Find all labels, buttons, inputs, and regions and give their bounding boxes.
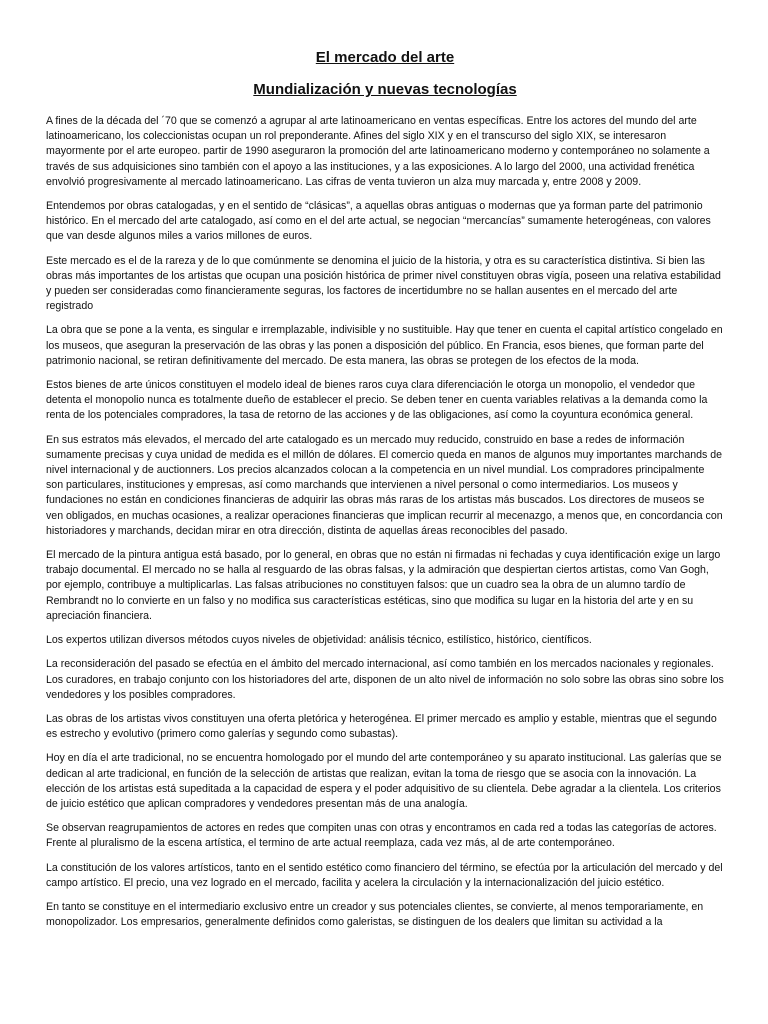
- paragraph: A fines de la década del ´70 que se comenzó a agrupar al arte latinoamericano en ventas específicas. Entre los actores del mundo del arte latinoamericano, los coleccionistas ocupan un rol preponderante. Afines del siglo XIX y en el transcurso del siglo XIX, se interesaron mayormente por el arte europeo. partir de 1990 aseguraron la promoción del arte latinoamericano moderno y contemporáneo no solamente a través de sus adquisiciones sino también con el apoyo a las instituciones, y a las exposiciones. A lo largo del 2000, una actividad frenética envolvió progresivamente al mercado latinoamericano. Las cifras de venta tuvieron un alza muy marcada y, entre 2008 y 2009.: [46, 115, 710, 188]
- paragraph: La reconsideración del pasado se efectúa en el ámbito del mercado internacional, así como también en los mercados nacionales y regionales. Los curadores, en trabajo conjunto con los historiadores del arte, disponen de un alto nivel de información no solo sobre las obras sino sobre los vendedores y los posibles compradores.: [46, 658, 724, 701]
- paragraph: El mercado de la pintura antigua está basado, por lo general, en obras que no están ni firmadas ni fechadas y cuya identificación exige un largo trabajo documental. El mercado no se halla al resguardo de las obras falsas, y la admiración que despiertan ciertos artistas, como Van Gogh, por ejemplo, contribuye a multiplicarlas. Las falsas atribuciones no constituyen falsos: que un cuadro sea la obra de un alumno tardío de Rembrandt no lo convierte en un falso y no modifica sus características estéticas, sino que modifica su lugar en la historia del arte y en su apreciación financiera.: [46, 549, 721, 622]
- document-title: El mercado del arte: [315, 49, 455, 66]
- paragraph: Los expertos utilizan diversos métodos cuyos niveles de objetividad: análisis técnico, estilístico, histórico, científicos.: [46, 634, 592, 647]
- paragraph: Las obras de los artistas vivos constituyen una oferta pletórica y heterogénea. El primer mercado es amplio y estable, mientras que el segundo es estrecho y evolutivo (primero como galerías y segundo como subastas).: [46, 712, 717, 741]
- document-subtitle: Mundialización y nuevas tecnologías: [253, 81, 517, 98]
- paragraph: Hoy en día el arte tradicional, no se encuentra homologado por el mundo del arte contemporáneo y su aparato institucional. Las galerías que se dedican al arte tradicional, en función de la selección de artistas que realizan, evitan la toma de riesgo que se asocia con la innovación. La elección de los artistas está supeditada a la capacidad de espera y el poder adquisitivo de su clientela. Debe agradar a la clientela. Los criterios de juicio estético que aplican compradores y vendedores presentan más de una analogía.: [46, 752, 722, 810]
- paragraph: En tanto se constituye en el intermediario exclusivo entre un creador y sus potenciales clientes, se convierte, al menos temporariamente, en monopolizador. Los empresarios, generalmente definidos como galeristas, se distinguen de los dealers que limitan su actividad a la: [46, 900, 704, 929]
- paragraph: Entendemos por obras catalogadas, y en el sentido de “clásicas”, a aquellas obras antiguas o modernas que ya forman parte del patrimonio histórico. En el mercado del arte catalogado, así como en el del arte actual, se negocian “mercancías” sumamente heterogéneas, con valores que van desde algunos miles a varios millones de euros.: [46, 200, 711, 243]
- paragraph: Estos bienes de arte únicos constituyen el modelo ideal de bienes raros cuya clara diferenciación le otorga un monopolio, el vendedor que detenta el monopolio nunca es totalmente dueño de establecer el precio. Se deben tener en cuenta variables relativas a la demanda como la renta de los potenciales compradores, la tasa de retorno de las acciones y de las obligaciones, así como la coyuntura económica general.: [46, 379, 708, 422]
- paragraph: Se observan reagrupamientos de actores en redes que compiten unas con otras y encontramos en cada red a todas las categorías de actores. Frente al pluralismo de la escena artística, el termino de arte actual reemplaza, cada vez más, al de arte contemporáneo.: [46, 822, 717, 850]
- paragraph: Este mercado es el de la rareza y de lo que comúnmente se denomina el juicio de la historia, y otra es su característica distintiva. Si bien las obras más importantes de los artistas que ocupan una posición histórica de primer nivel constituyen obras vigía, poseen una relativa estabilidad y pueden ser consideradas como financieramente seguras, los factores de incertidumbre no se hallan ausentes en el mercado del arte registrado: [46, 254, 721, 313]
- paragraph: La obra que se pone a la venta, es singular e irremplazable, indivisible y no sustituible. Hay que tener en cuenta el capital artístico congelado en los museos, que aseguran la preservación de las obras y las ponen a disposición del público. En Francia, esos bienes, que forman parte del patrimonio nacional, se retiran definitivamente del mercado. De esta manera, las obras se protegen de los efectos de la moda.: [46, 324, 723, 367]
- paragraph: La constitución de los valores artísticos, tanto en el sentido estético como financiero del término, se efectúa por la articulación del mercado y del campo artístico. El precio, una vez logrado en el mercado, facilita y acelera la circulación y la internacionalización del juicio estético.: [46, 861, 723, 889]
- paragraph: En sus estratos más elevados, el mercado del arte catalogado es un mercado muy reducido, construido en base a redes de información sumamente precisas y cuya unidad de medida es el millón de dólares. El comercio queda en manos de algunos muy importantes marchands de nivel internacional y de auctionners. Los precios alcanzados colocan a la competencia en un nivel mundial. Los compradores principalmente son particulares, instituciones y empresas, así como marchands que intervienen a nivel personal o como intermediarios. Los museos y fundaciones no están en condiciones financieras de adquirir las obras más raras de los artistas más buscados. Los directores de museos se ven obligados, en muchas ocasiones, a realizar operaciones financieras que implican recurrir al mecenazgo, a menos que, en concordancia con historiadores y marchands, decidan mirar en otra dirección, distinta de aquellas áreas reconocibles del pasado.: [46, 433, 723, 537]
